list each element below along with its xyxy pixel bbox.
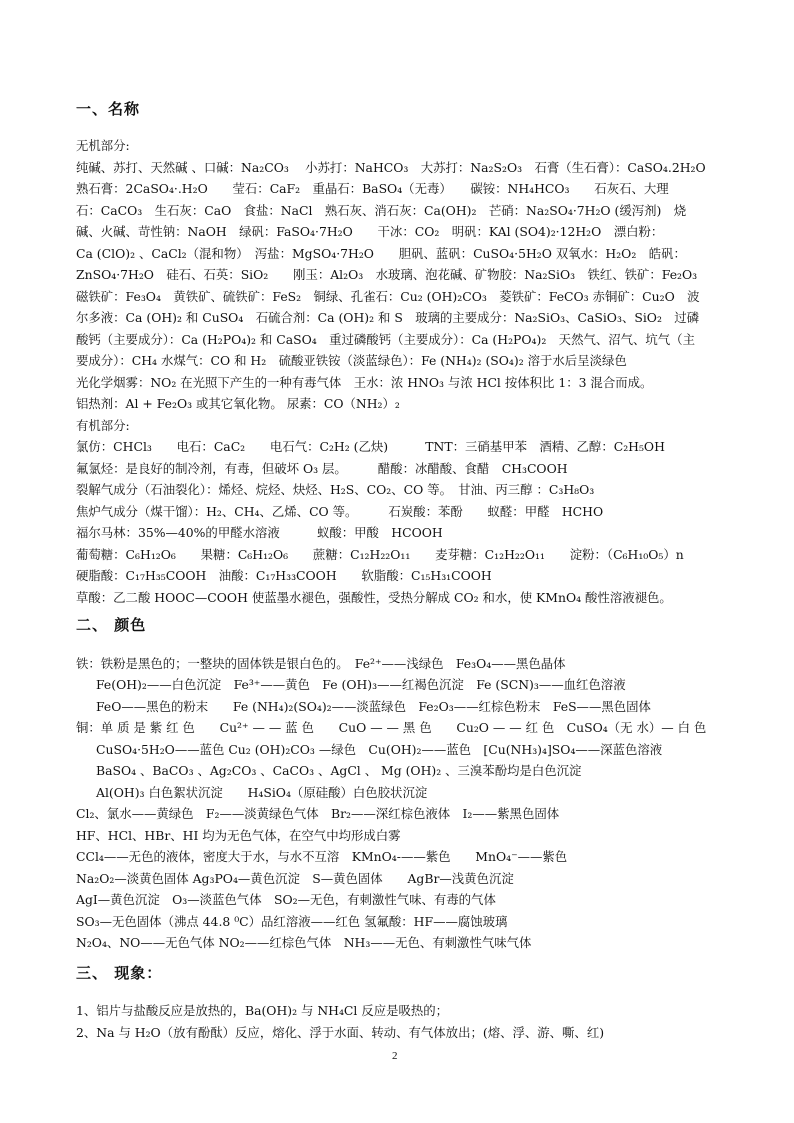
names-line-11: 要成分）：CH₄ 水煤气：CO 和 H₂ 硫酸亚铁铵（淡蓝绿色）：Fe (NH₄)₂ (SO₄)₂ 溶于水后呈淡绿色 xyxy=(76,353,627,368)
names-line-12: 光化学烟雾：NO₂ 在光照下产生的一种有毒气体 王水：浓 HNO₃ 与浓 HCl 按体积比 1：3 混合而成。 xyxy=(76,375,653,390)
colors-line-1: 铁：铁粉是黑色的；一整块的固体铁是银白色的。 Fe²⁺——浅绿色 Fe₃O₄——黑色晶体 xyxy=(76,656,566,671)
phenomena-line-1: 1、铝片与盐酸反应是放热的，Ba(OH)₂ 与 NH₄Cl 反应是吸热的； xyxy=(76,1003,449,1018)
names-line-8: 磁铁矿：Fe₃O₄ 黄铁矿、硫铁矿：FeS₂ 铜绿、孔雀石：Cu₂ (OH)₂CO₃ 菱铁矿：FeCO₃ 赤铜矿：Cu₂O 波 xyxy=(76,289,700,304)
names-line-18: 焦炉气成分（煤干馏）：H₂、CH₄、乙烯、CO 等。 石炭酸：苯酚 蚁醛：甲醛 HCHO xyxy=(76,504,604,519)
colors-line-9: HF、HCl、HBr、HI 均为无色气体，在空气中均形成白雾 xyxy=(76,828,401,843)
names-line-15: 氯仿：CHCl₃ 电石：CaC₂ 电石气：C₂H₂ (乙炔) TNT：三硝基甲苯 酒精、乙醇：C₂H₅OH xyxy=(76,439,665,454)
page-number: 2 xyxy=(392,1050,398,1062)
section-heading-names: 一、名称 xyxy=(76,100,141,118)
names-line-13: 铝热剂：Al + Fe₂O₃ 或其它氧化物。 尿素：CO（NH₂）₂ xyxy=(76,396,400,411)
names-line-21: 硬脂酸：C₁₇H₃₅COOH 油酸：C₁₇H₃₃COOH 软脂酸：C₁₅H₃₁COOH xyxy=(76,568,492,583)
section-heading-colors: 二、 颜色 xyxy=(76,616,147,634)
names-line-10: 酸钙（主要成分）：Ca (H₂PO₄)₂ 和 CaSO₄ 重过磷酸钙（主要成分）：Ca (H₂PO₄)₂ 天然气、沼气、坑气（主 xyxy=(76,332,695,347)
colors-line-12: AgI—黄色沉淀 O₃—淡蓝色气体 SO₂—无色，有刺激性气味、有毒的气体 xyxy=(76,892,496,907)
colors-line-14: N₂O₄、NO——无色气体 NO₂——红棕色气体 NH₃——无色、有刺激性气味气体 xyxy=(76,935,532,950)
names-line-2: 纯碱、苏打、天然碱 、口碱：Na₂CO₃ 小苏打：NaHCO₃ 大苏打：Na₂S₂O₃ 石膏（生石膏）：CaSO₄.2H₂O xyxy=(76,160,706,175)
colors-line-4: 铜：单 质 是 紫 红 色 Cu²⁺ — — 蓝 色 CuO — — 黑 色 Cu₂O — — 红 色 CuSO₄（无 水）— 白 色 xyxy=(76,720,707,735)
names-line-3: 熟石膏：2CaSO₄·.H₂O 莹石：CaF₂ 重晶石：BaSO₄（无毒） 碳铵：NH₄HCO₃ 石灰石、大理 xyxy=(76,181,669,196)
colors-line-10: CCl₄——无色的液体，密度大于水，与水不互溶 KMnO₄-——紫色 MnO₄⁻——紫色 xyxy=(76,849,568,864)
names-line-9: 尔多液：Ca (OH)₂ 和 CuSO₄ 石硫合剂：Ca (OH)₂ 和 S 玻璃的主要成分：Na₂SiO₃、CaSiO₃、SiO₂ 过磷 xyxy=(76,310,700,325)
names-line-5: 碱、火碱、苛性钠：NaOH 绿矾：FaSO₄·7H₂O 干冰：CO₂ 明矾：KAl (SO4)₂·12H₂O 漂白粉： xyxy=(76,224,664,239)
section-heading-phenomena: 三、 现象： xyxy=(76,964,163,982)
colors-line-8: Cl₂、氯水——黄绿色 F₂——淡黄绿色气体 Br₂——深红棕色液体 I₂——紫黑色固体 xyxy=(76,806,560,821)
names-line-16: 氟氯烃：是良好的制冷剂，有毒，但破坏 O₃ 层。 醋酸：冰醋酸、食醋 CH₃COOH xyxy=(76,461,568,476)
names-line-7: ZnSO₄·7H₂O 硅石、石英：SiO₂ 刚玉：Al₂O₃ 水玻璃、泡花碱、矿物胶：Na₂SiO₃ 铁红、铁矿：Fe₂O₃ xyxy=(76,267,698,282)
colors-line-13: SO₃—无色固体（沸点 44.8 ⁰C）品红溶液——红色 氢氟酸：HF——腐蚀玻璃 xyxy=(76,914,508,929)
phenomena-line-2: 2、Na 与 H₂O（放有酚酞）反应，熔化、浮于水面、转动、有气体放出；(熔、浮、游、嘶、红) xyxy=(76,1025,605,1040)
names-line-14: 有机部分: xyxy=(76,418,130,433)
names-line-20: 葡萄糖：C₆H₁₂O₆ 果糖：C₆H₁₂O₆ 蔗糖：C₁₂H₂₂O₁₁ 麦芽糖：C₁₂H₂₂O₁₁ 淀粉：（C₆H₁₀O₅）n xyxy=(76,547,684,562)
colors-line-7: Al(OH)₃ 白色絮状沉淀 H₄SiO₄（原硅酸）白色胶状沉淀 xyxy=(96,785,428,800)
names-line-4: 石：CaCO₃ 生石灰：CaO 食盐：NaCl 熟石灰、消石灰：Ca(OH)₂ 芒硝：Na₂SO₄·7H₂O (缓泻剂) 烧 xyxy=(76,203,687,218)
names-line-17: 裂解气成分（石油裂化）：烯烃、烷烃、炔烃、H₂S、CO₂、CO 等。 甘油、丙三醇 ：C₃H₈O₃ xyxy=(76,482,595,497)
colors-line-3: FeO——黑色的粉末 Fe (NH₄)₂(SO₄)₂——淡蓝绿色 Fe₂O₃——红棕色粉末 FeS——黑色固体 xyxy=(96,699,651,714)
names-line-22: 草酸：乙二酸 HOOC—COOH 使蓝墨水褪色，强酸性，受热分解成 CO₂ 和水，使 KMnO₄ 酸性溶液褪色。 xyxy=(76,590,672,605)
names-line-6: Ca (ClO)₂ 、CaCl₂（混和物） 泻盐：MgSO₄·7H₂O 胆矾、蓝矾：CuSO₄·5H₂O 双氧水：H₂O₂ 皓矾： xyxy=(76,246,686,261)
colors-line-6: BaSO₄ 、BaCO₃ 、Ag₂CO₃ 、CaCO₃ 、AgCl 、 Mg (OH)₂ 、三溴苯酚均是白色沉淀 xyxy=(96,763,582,778)
colors-line-5: CuSO₄·5H₂O——蓝色 Cu₂ (OH)₂CO₃ —绿色 Cu(OH)₂——蓝色 [Cu(NH₃)₄]SO₄——深蓝色溶液 xyxy=(96,742,663,757)
colors-line-11: Na₂O₂—淡黄色固体 Ag₃PO₄—黄色沉淀 S—黄色固体 AgBr—浅黄色沉淀 xyxy=(76,871,514,886)
names-line-19: 福尔马林：35%—40%的甲醛水溶液 蚁酸：甲酸 HCOOH xyxy=(76,525,443,540)
names-line-1: 无机部分: xyxy=(76,138,130,153)
colors-line-2: Fe(OH)₂——白色沉淀 Fe³⁺——黄色 Fe (OH)₃——红褐色沉淀 Fe (SCN)₃——血红色溶液 xyxy=(96,677,626,692)
